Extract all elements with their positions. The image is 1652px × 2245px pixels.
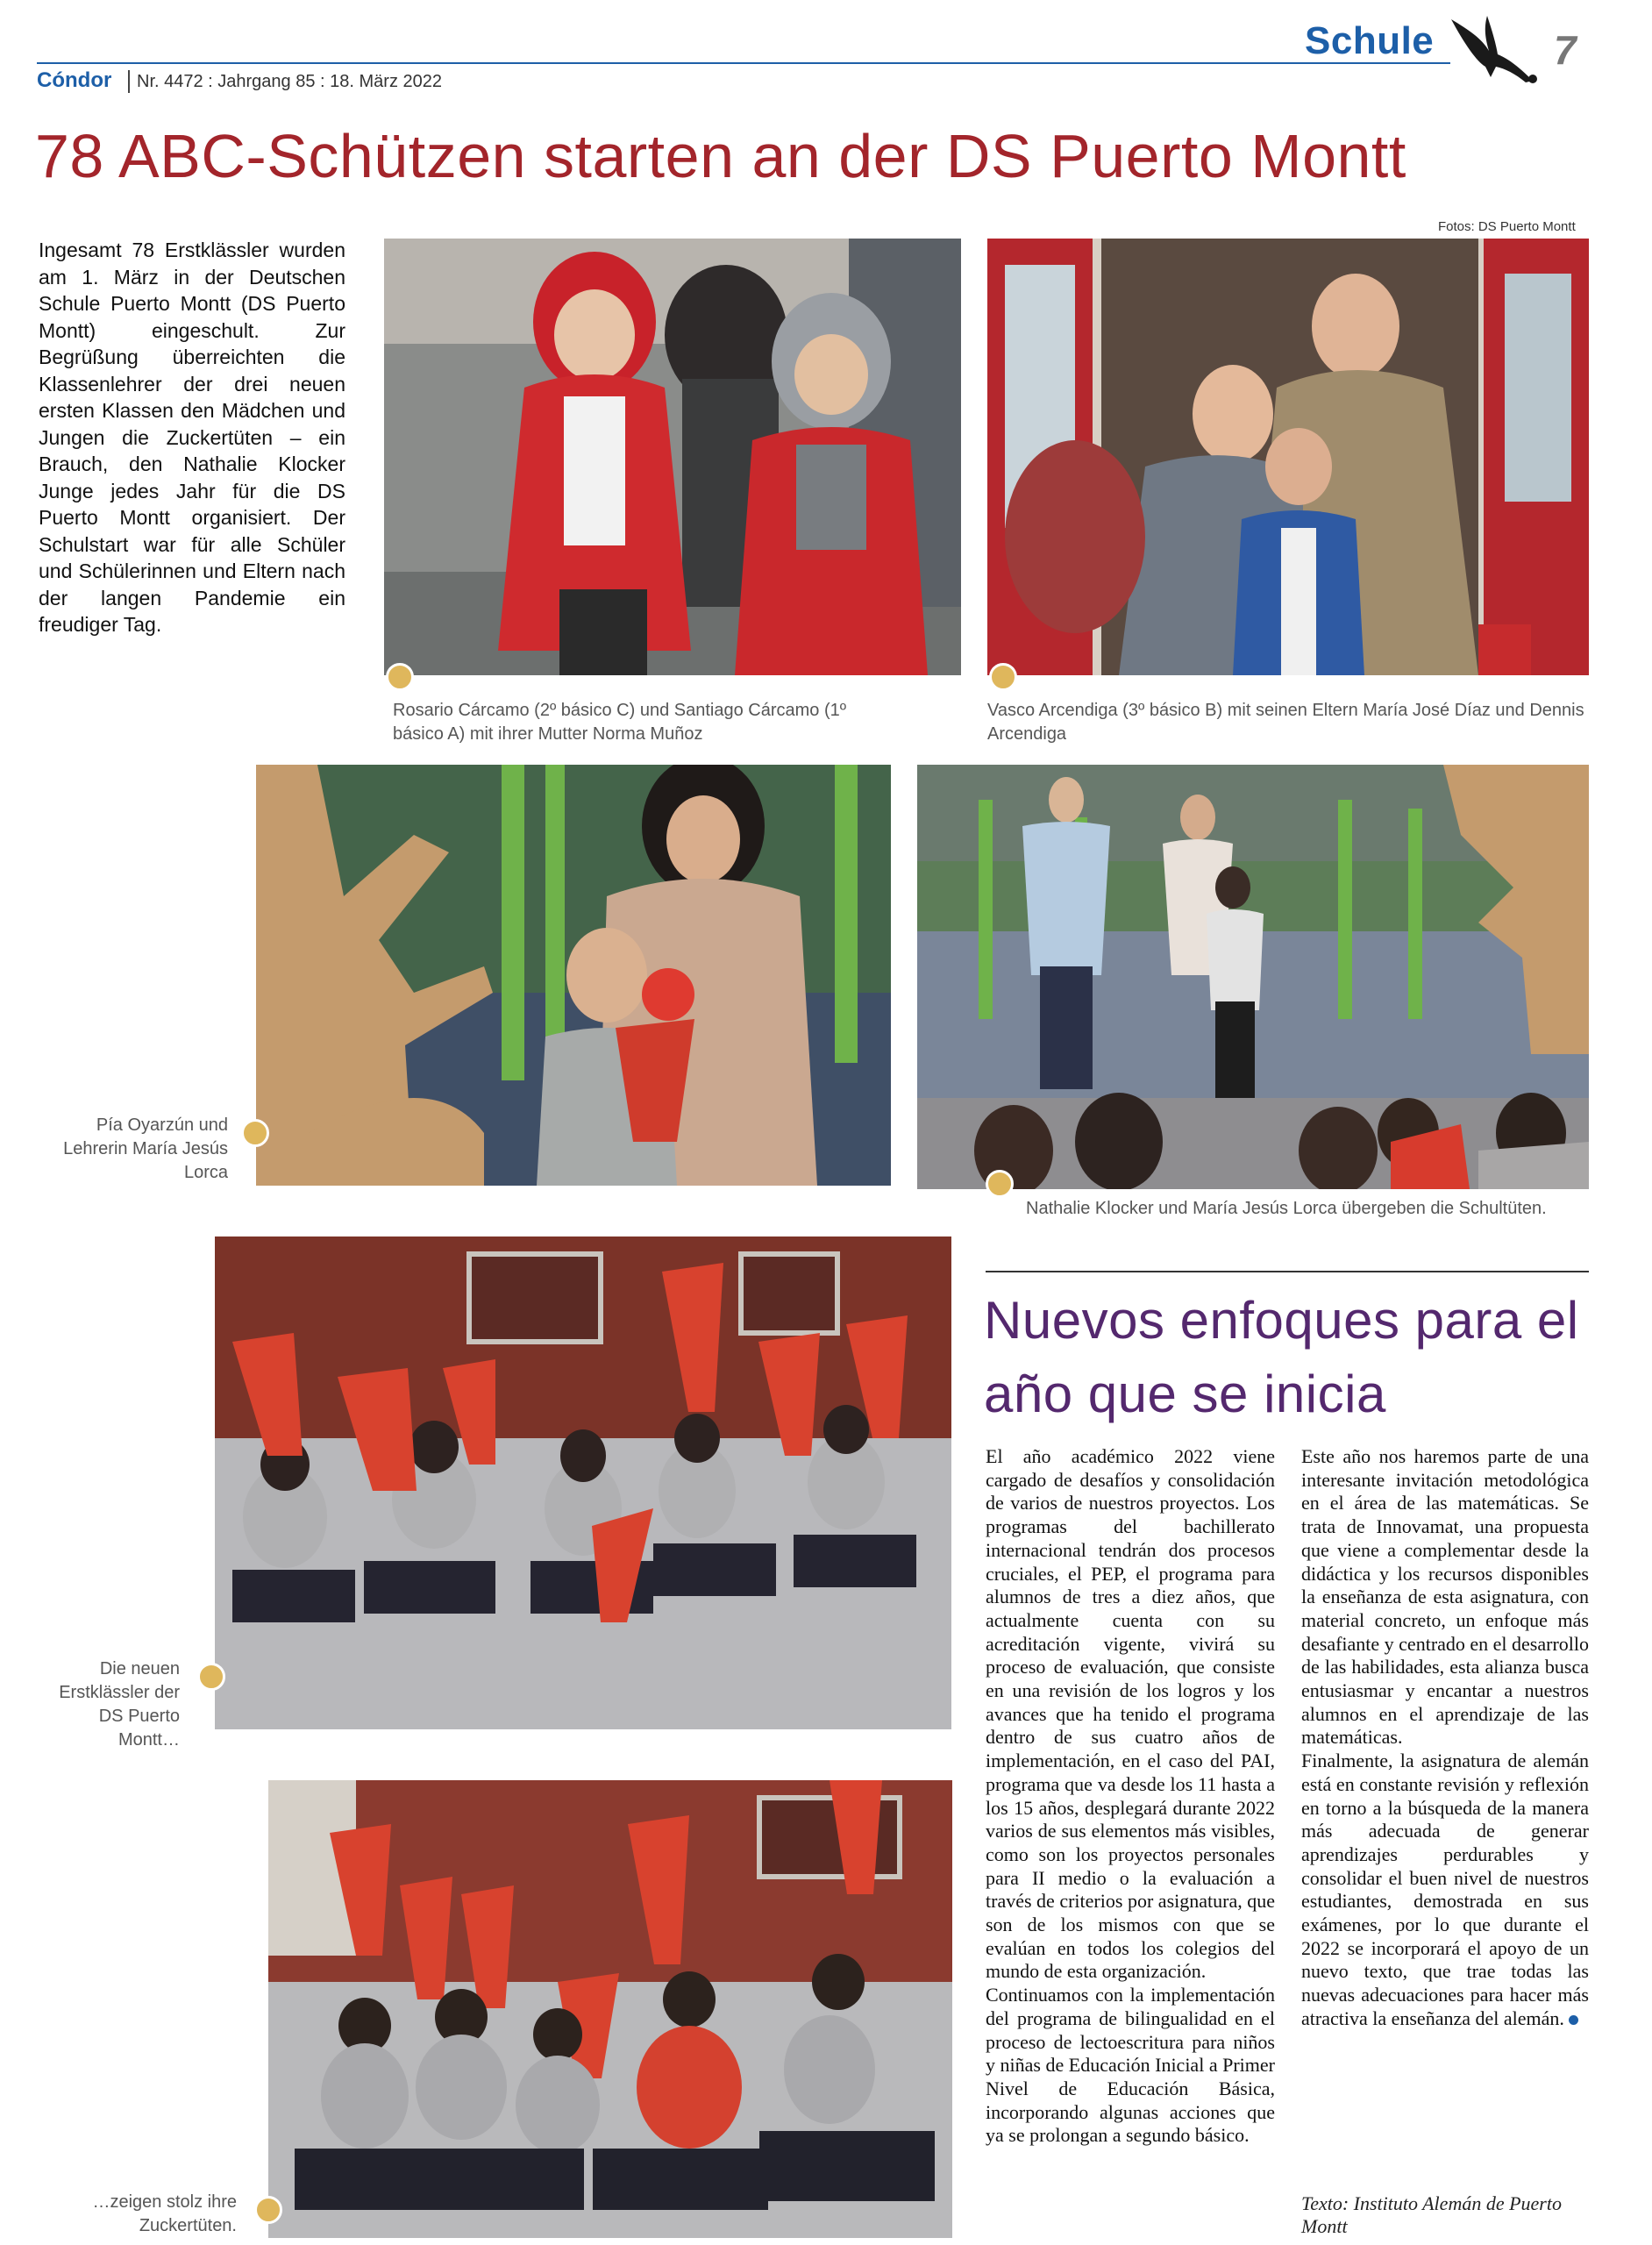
article-divider: [986, 1271, 1589, 1272]
article-headline: Nuevos enfoques para el año que se inicia: [984, 1291, 1579, 1423]
photo-caption: …zeigen stolz ihre Zuckertüten.: [92, 2192, 237, 2235]
caption-marker: [386, 663, 414, 691]
photo-caption: Die neuen Erstklässler der DS Puerto Montt…: [59, 1659, 180, 1750]
page-number: 7: [1554, 27, 1577, 73]
header-rule: [37, 62, 1450, 64]
end-mark-icon: [1569, 2015, 1578, 2025]
article-column-1: [986, 1445, 1275, 2148]
photo-caption: Pía Oyarzún und Lehrerin María Jesús Lorca: [63, 1115, 228, 1182]
photo-credit: Fotos: DS Puerto Montt: [1438, 219, 1576, 234]
article-signature: Texto: Instituto Alemán de Puerto Montt: [1301, 2192, 1562, 2237]
photo-handing-cones: [917, 765, 1589, 1189]
photo-caption: Rosario Cárcamo (2º básico C) und Santiago Cárcamo (1º básico A) mit ihrer Mutter Norma Muñoz: [393, 701, 847, 744]
caption-marker: [254, 2196, 282, 2224]
caption-marker: [989, 663, 1017, 691]
article-intro: Ingesamt 78 Erstklässler wurden am 1. März in der Deutschen Schule Puerto Montt (DS Puerto Montt) eingeschult. Zur Begrüßung überreichten die Klassenlehrer der drei neuen ersten Klassen den Mädchen und Jungen die Zuckertüten – ein Brauch, den Nathalie Klocker Junge jedes Jahr für die DS Puerto Montt organisiert. Der Schulstart war für alle Schüler und Schülerinnen und Eltern nach der langen Pandemie ein freudiger Tag.: [39, 239, 345, 636]
photo-caption: Nathalie Klocker und María Jesús Lorca übergeben die Schultüten.: [1026, 1199, 1547, 1218]
article-column-2: [1301, 1445, 1589, 2031]
condor-logo-icon: [1447, 12, 1543, 91]
paragraph-text: Finalmente, la asignatura de alemán está en constante revisión y reflexión en torno a la búsqueda de la manera más adecuada de generar aprendizajes perdurables y consolidar el buen nivel de nuestros estudiantes, demostrada en sus exámenes, por lo que durante el 2022 se incorporará el apoyo de un nuevo texto, que trae todas las nuevas adecuaciones para hacer más atractiva la enseñanza del alemán.: [1301, 1750, 1589, 2029]
issue-divider: [128, 70, 130, 93]
issue-info: Nr. 4472 : Jahrgang 85 : 18. März 2022: [137, 72, 442, 91]
photo-proud-children: [268, 1780, 952, 2238]
publication-name: Cóndor: [37, 68, 112, 92]
article-headline: 78 ABC-Schützen starten an der DS Puerto Montt: [35, 122, 1406, 190]
page-header: [0, 0, 1652, 96]
photo-caption: Vasco Arcendiga (3º básico B) mit seinen Eltern María José Díaz und Dennis Arcendiga: [987, 701, 1584, 744]
photo-teacher-pia: [256, 765, 891, 1186]
caption-marker: [241, 1119, 269, 1147]
photo-family-arcendiga: [987, 239, 1589, 675]
paragraph: Continuamos con la implementación del programa de bilingualidad en el proceso de lectoescritura para niños y niñas de Educación Inicial a Primer Nivel de Educación Básica, incorporando algunas acciones que ya se prolongan a segundo básico.: [986, 1984, 1275, 2147]
section-label: Schule: [1305, 19, 1435, 62]
paragraph: Este año nos haremos parte de una interesante invitación metodológica en el área de las matemáticas. Se trata de Innovamat, una propuesta que viene a complementar desde la didáctica y los recursos disponibles la enseñanza de esta asignatura, con material concreto, un enfoque más desafiante y centrado en el desarrollo de las habilidades, esta alianza busca entusiasmar y encantar a nuestros alumnos en el aprendizaje de las matemáticas.: [1301, 1445, 1590, 1749]
photo-family-carcamo: [384, 239, 961, 675]
paragraph: El año académico 2022 viene cargado de desafíos y consolidación de varios de nuestros proyectos. Los programas del bachillerato internacional tendrán dos procesos cruciales, el PEP, el programa para alumnos de tres a diez años, que actualmente cuenta con su acreditación vigente, vivirá su proceso de evaluación, que consiste en una revisión de los logros y los avances que ha tenido el programa dentro de sus cuatro años de implementación, en el caso del PAI, programa que va desde los 11 hasta a los 15 años, desplegará durante 2022 varios de sus elementos más visibles, como son los proyectos personales para II medio o la evaluación a través de criterios por asignatura, que son de los mismos con que se evalúan en todos los colegios del mundo de esta organización.: [986, 1445, 1275, 1983]
caption-marker: [197, 1663, 225, 1691]
paragraph: [1301, 1750, 1589, 2030]
photo-first-graders: [215, 1237, 951, 1729]
caption-marker: [986, 1170, 1014, 1198]
